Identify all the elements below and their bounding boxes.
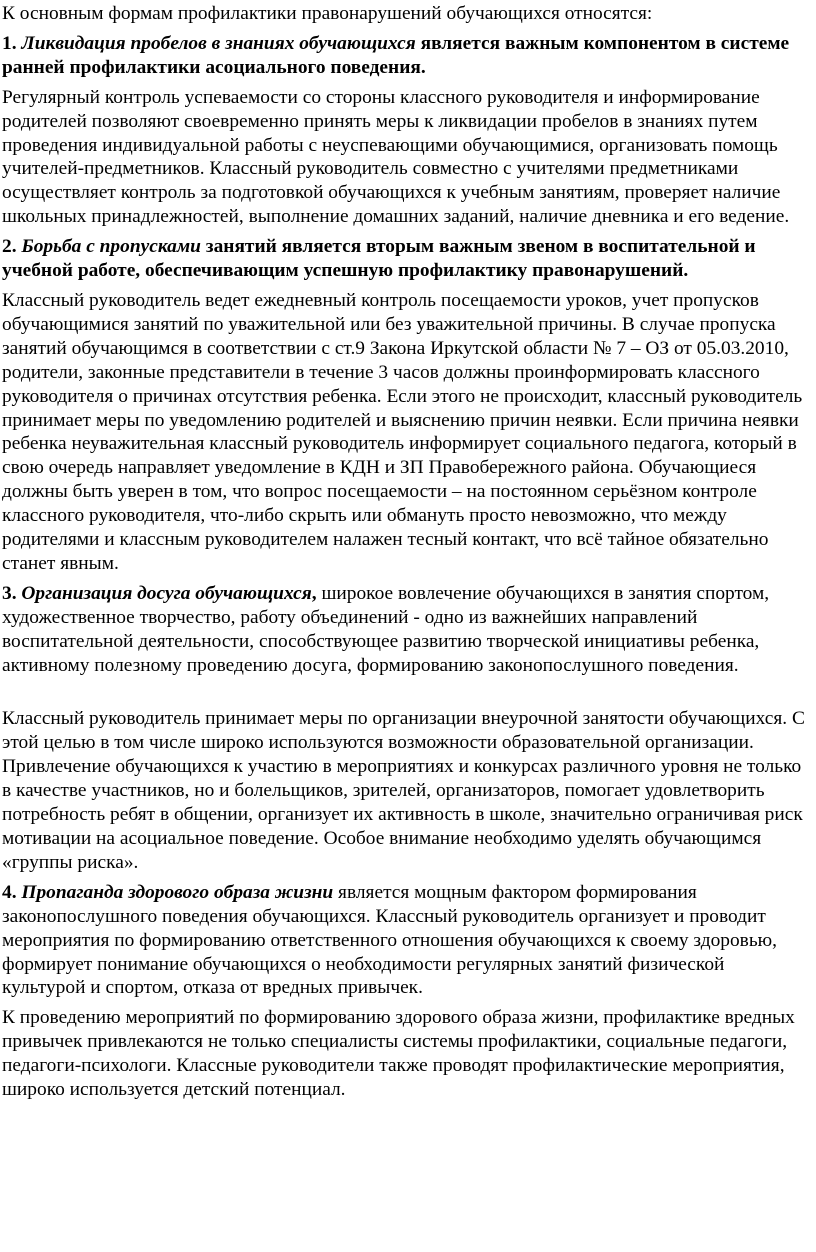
section-4-heading-rest: является мощным фактором формирования законопослушного поведения обучающихся. Классный руководитель организует и проводит мероприятия по формированию ответственного отношения обучающихся к своему здоровью, формирует понимание обучающихся о необходимости регулярных занятий физической культурой и спортом, отказа от вредных привычек. (2, 881, 777, 999)
section-2-title: Борьба с пропусками (21, 236, 201, 258)
intro-paragraph: К основным формам профилактики правонарушений обучающихся относятся: (2, 3, 653, 24)
section-2-heading (2, 235, 812, 283)
section-2-number: 2. (2, 236, 17, 258)
section-1-body: Регулярный контроль успеваемости со стороны классного руководителя и информирование родителей позволяют своевременно принять меры к ликвидации пробелов в знаниях путем проведения индивидуальной работы с неуспевающими обучающимися, организовать помощь учителей-предметников. Классный руководитель совместно с учителями предметниками осуществляет контроль за подготовкой обучающихся к учебным занятиям, проверяет наличие школьных принадлежностей, выполнение домашних заданий, наличие дневника и его ведение. (2, 86, 790, 228)
section-4-heading (2, 881, 812, 1001)
section-3-body: Классный руководитель принимает меры по организации внеурочной занятости обучающихся. С этой целью в том числе широко используются возможности образовательной организации. Привлечение обучающихся к участию в мероприятиях и конкурсах различного уровня не только в качестве участников, но и болельщиков, зрителей, организаторов, помогает удовлетворить потребность ребят в общении, организует их активность в школе, значительно ограничивая риск мотивации на асоциальное поведение. Особое внимание необходимо уделять обучающимся «группы риска». (2, 708, 805, 873)
section-1-heading-rest: является важным компонентом в системе ранней профилактики асоциального поведения. (2, 32, 790, 78)
section-1-heading (2, 32, 812, 80)
section-3-comma: , (311, 582, 317, 604)
section-3-heading (2, 582, 812, 678)
section-2-body: Классный руководитель ведет ежедневный контроль посещаемости уроков, учет пропусков обучающимися занятий по уважительной или без уважительной причины. В случае пропуска занятий обучающимся в соответствии с ст.9 Закона Иркутской области № 7 – ОЗ от 05.03.2010, родители, законные представители в течение 3 часов должны проинформировать классного руководителя о причинах отсутствия ребенка. Если этого не происходит, классный руководитель принимает меры по уведомлению родителей и выяснению причин неявки. Если причина неявки ребенка неуважительная классный руководитель информирует социального педагога, который в свою очередь направляет уведомление в КДН и ЗП Правобережного района. Обучающиеся должны быть уверен в том, что вопрос посещаемости – на постоянном серьёзном контроле классного руководителя, что-либо скрыть или обмануть просто невозможно, что между родителями и классным руководителем налажен тесный контакт, что всё тайное обязательно станет явным. (2, 289, 803, 574)
section-3-heading-rest: широкое вовлечение обучающихся в занятия спортом, художественное творчество, работу объединений - одно из важнейших направлений воспитательной деятельности, способствующее развитию творческой инициативы ребенка, активному полезному проведению досуга, формированию законопослушного поведения. (2, 582, 770, 676)
section-3-number: 3. (2, 582, 17, 604)
section-1-number: 1. (2, 32, 17, 54)
section-3-title: Организация досуга обучающихся (21, 582, 312, 604)
section-4-title: Пропаганда здорового образа жизни (21, 881, 334, 903)
section-1-title: Ликвидация пробелов в знаниях обучающихся (21, 32, 416, 54)
section-4-number: 4. (2, 881, 17, 903)
section-4-body: К проведению мероприятий по формированию здорового образа жизни, профилактике вредных привычек привлекаются не только специалисты системы профилактики, социальные педагоги, педагоги-психологи. Классные руководители также проводят профилактические мероприятия, широко используется детский потенциал. (2, 1007, 795, 1101)
section-2-heading-rest: занятий является вторым важным звеном в воспитательной и учебной работе, обеспечивающим успешную профилактику правонарушений. (2, 236, 756, 282)
